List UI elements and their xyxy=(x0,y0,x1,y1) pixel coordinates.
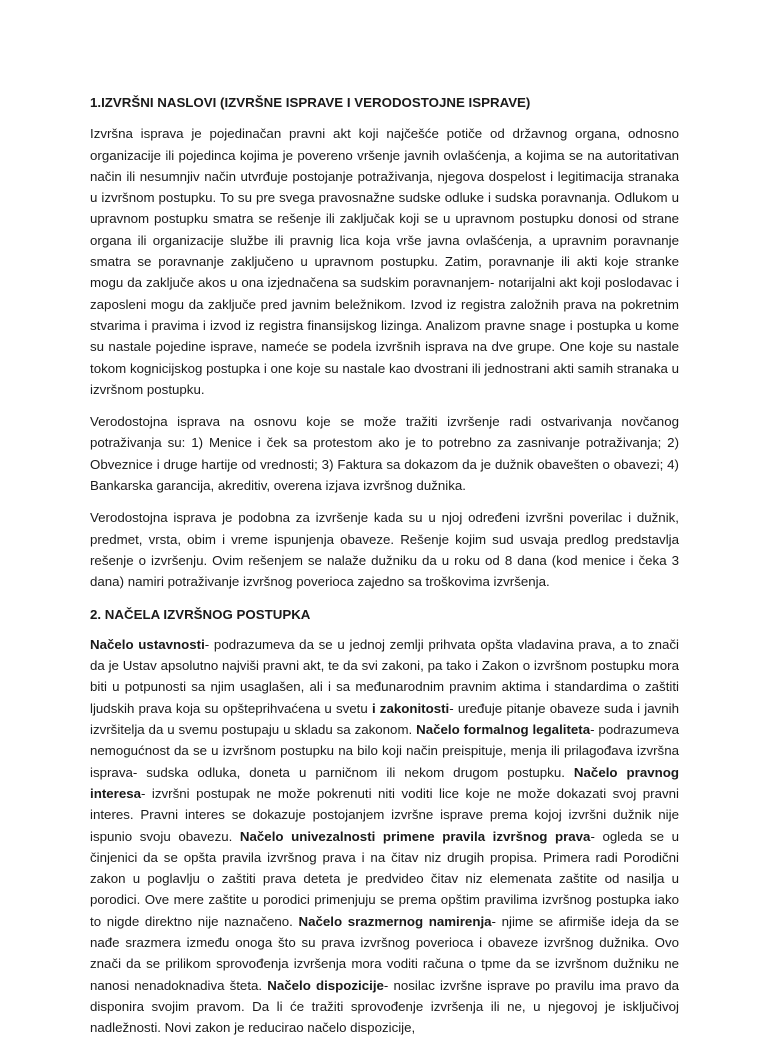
section-heading-nacela: 2. NAČELA IZVRŠNOG POSTUPKA xyxy=(90,606,311,622)
term-dispozicije: Načelo dispozicije xyxy=(267,977,384,993)
paragraph-verodostojna-isprava-podobna: Verodostojna isprava je podobna za izvršenje kada su u njoj određeni izvršni poverilac i dužnik, predmet, vrsta, obim i vreme ispunjenja obaveze. Rešenje kojim sud usvaja predlog predstavlja rešenje o izvršenju. Ovim rešenjem se nalaže dužniku da u roku od 8 dana (kod menice i čeka 3 dana) namiri potraživanje izvršnog poverioca zajedno sa troškovima izvršenja. xyxy=(90,510,679,590)
term-univezalnosti: Načelo univezalnosti primene pravila izvršnog prava xyxy=(239,828,591,844)
text-srazmernog-namirenja: - njime se afirmiše ideja da se nađe srazmera između onoga što su prava izvršnog poverioca i obaveze izvršnog dužnika. Ovo znači da se prilikom sprovođenja izvršenja mora voditi računa o tpme da se izvršnom dužniku ne nanosi nenadoknadiva šteta. xyxy=(90,913,679,993)
text-zakonitosti: - uređuje pitanje obaveze suda i javnih izvršitelja da u svemu postupaju u skladu sa zakonom. xyxy=(90,700,679,738)
text-univezalnosti: - ogleda se u činjenici da se opšta pravila izvršnog prava i na čitav niz drugih propisa. Primera radi Porodični zakon u poglavlju o zaštiti prava deteta je predvideo čitav niz elemenata zaštite od nasilja u porodici. Ove mere zaštite u porodici primenjuju se prema opštim pravilima izvršnog postupka iako to nigde direktno nije naznačeno. xyxy=(90,828,679,929)
text-pravnog-interesa: - izvršni postupak ne može pokrenuti niti voditi lice koje ne može dokazati svoj pravni interes. Pravni interes se dokazuje postojanjem izvršne isprave prema kojoj izvršni dužnik nije ispunio svoju obavezu. xyxy=(90,785,679,844)
section-heading-izvrsni-naslovi: 1.IZVRŠNI NASLOVI (IZVRŠNE ISPRAVE I VERODOSTOJNE ISPRAVE) xyxy=(90,95,531,110)
term-nacelo-ustavnosti: Načelo ustavnosti xyxy=(90,636,205,652)
term-pravnog-interesa: Načelo pravnog interesa xyxy=(90,764,679,801)
text-dispozicije: - nosilac izvršne isprave po pravilu ima pravo da disponira svojim pravom. Da li će tražiti sprovođenje izvršenja ili ne, u njegovoj je isključivoj nadležnosti. Novi zakon je reducirao načelo dispozicije, xyxy=(90,977,679,1036)
term-zakonitosti: i zakonitosti xyxy=(371,700,450,716)
document-page xyxy=(90,92,679,1049)
text-nacelo-ustavnosti: - podrazumeva da se u jednoj zemlji prihvata opšta vladavina prava, a to znači da je Ustav apsolutno najviši pravni akt, te da svi zakoni, pa tako i Zakon o izvršnom postupku mora biti u potpunosti sa njim usaglašen, ali i sa međunarodnim pravnim aktima i standardima o zaštiti ljudskih prava koja su opšteprihvaćena u svetu xyxy=(90,636,679,716)
paragraph-nacela xyxy=(90,634,679,1039)
paragraph-verodostojna-isprava-list: Verodostojna isprava na osnovu koje se može tražiti izvršenje radi ostvarivanja novčanog potraživanja su: 1) Menice i ček sa protestom ako je to potrebno za zasnivanje potraživanja; 2) Obveznice i druge hartije od vrednosti; 3) Faktura sa dokazom da je dužnik obavešten o obavezi; 4) Bankarska garancija, akreditiv, overena izjava izvršnog dužnika. xyxy=(90,414,679,494)
paragraph-izvrsna-isprava: Izvršna isprava je pojedinačan pravni akt koji najčešće potiče od državnog organa, odnosno organizacije ili pojedinca kojima je povereno vršenje javnih ovlašćenja, a kojima se na autoritativan način ili nesumnjiv način utvrđuje postojanje potraživanja, njegova dospelost i legitimacija stranaka u izvršnom postupku. To su pre svega pravosnažne sudske odluke i sudska poravnanja. Odlukom u upravnom postupku smatra se rešenje ili zaključak koji se u upravnom postupku donosi od strane organa ili organizacije službe ili pravnig lica koja vrše javna ovlašćenja, a upravnim poravnanje smatra se poravnanje zaključeno u upravnom postupku. Zatim, poravnanje ili akti koje stranke mogu da zaključe akos u ona izjednačena sa sudskim poravnanjem- notarijalni akt koji poslodavac i zaposleni mogu da zaključe pred javnim beležnikom. Izvod iz registra založnih prava na pokretnim stvarima i pravima i izvod iz registra finansijskog lizinga. Analizom pravne snage i postupka u kome su nastale pojedine isprave, nameće se podela izvršnih isprava na dve grupe. One koje su nastale tokom kognicijskog postupka i one koje su nastale kao dvostrani ili jednostrani akti samih stranaka u izvršnom postupku. xyxy=(90,126,679,397)
term-formalnog-legaliteta: Načelo formalnog legaliteta xyxy=(416,722,591,738)
text-formalnog-legaliteta: - podrazumeva nemogućnost da se u izvršnom postupku na bilo koji način preispituje, menja ili prilagođava izvršna isprava- sudska odluka, doneta u parničnom ili nekom drugom postupku. xyxy=(90,722,679,780)
term-srazmernog-namirenja: Načelo srazmernog namirenja xyxy=(298,913,492,929)
